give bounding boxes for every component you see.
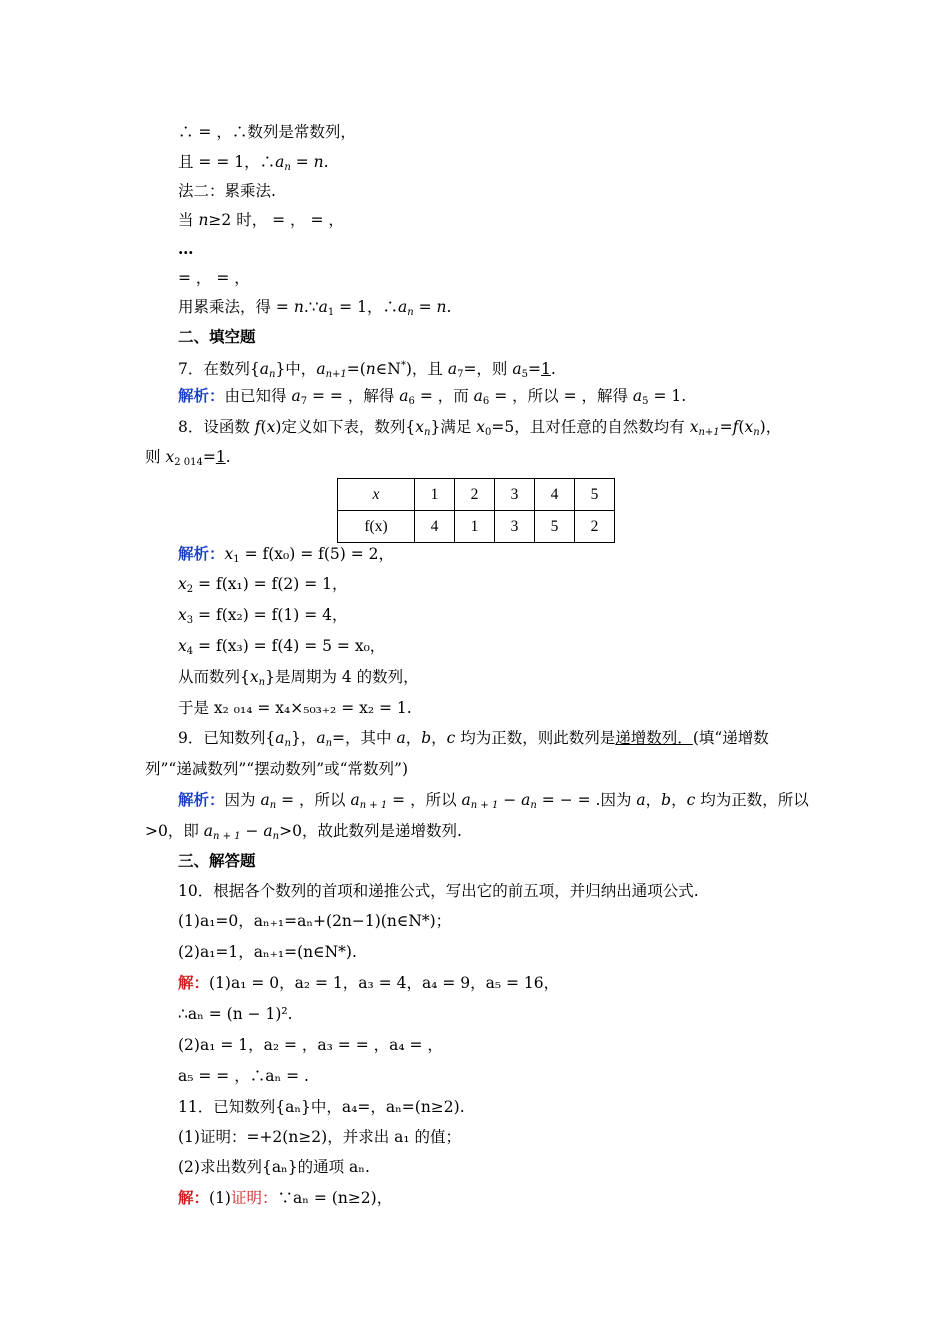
question-11-part-1: (1)证明：=+2(n≥2)，并求出 a₁ 的值； [178,1128,462,1146]
question-8-cont: 则 $x_{2 014}=1$. [145,448,231,468]
solution-8-line-1: 解析：$x_1 = f(x_0) = f(5) = 2$， [178,544,395,565]
solution-10-line-4: a₅ = = ，∴aₙ = . [178,1067,309,1085]
proof-label: 证明： [230,1189,278,1207]
solution-label: 解： [178,1188,210,1207]
text-line-1: ∴ = ，∴数列是常数列， [178,123,356,141]
question-11-part-2: (2)求出数列{aₙ}的通项 aₙ. [178,1158,370,1176]
table-cell: 1 [415,479,455,511]
solution-8-line-3: $x_3 = f(x_2) = f(1) = 4$， [178,606,348,626]
table-cell: 5 [535,511,575,543]
text-line-2: 且 = = 1，$\therefore a_n = n$. [178,153,329,173]
table-cell: 3 [495,479,535,511]
table-cell: 2 [575,511,615,543]
question-10-part-2: (2)a₁=1，aₙ₊₁=(n∈N*). [178,943,357,961]
section-heading-answer: 三、解答题 [178,851,256,870]
solution-10-line-2: ∴aₙ = (n − 1)². [178,1005,293,1023]
question-7: 7．在数列$\{a_n\}$中，$a_{n+1}=(n\in N^*)$，且 $a_7=$，则 $a_5=1$. [178,360,556,380]
table-cell: 2 [455,479,495,511]
solution-label: 解析： [178,544,225,563]
table-cell: 1 [455,511,495,543]
solution-8-line-6: 于是 x₂ ₀₁₄ = x₄×₅₀₃₊₂ = x₂ = 1. [178,699,412,717]
text-line-3: 法二：累乘法. [178,182,276,200]
solution-label: 解： [178,973,210,992]
function-table [337,478,615,543]
solution-9-line-2: >0，即 $a_{n + 1} - a_n>0$，故此数列是递增数列. [145,822,462,842]
table-row [338,479,615,511]
solution-10-line-1: 解：(1)a₁ = 0，a₂ = 1，a₃ = 4，a₄ = 9，a₅ = 16， [178,973,560,992]
question-9: 9．已知数列$\{a_n\}$，$a_n=$，其中 a，b，c 均为正数，则此数列是递增数列．(填“递增数 [178,729,769,749]
text-line-6: = ， = ， [178,269,250,287]
solution-10-line-3: (2)a₁ = 1，a₂ = ，a₃ = = ，a₄ = ， [178,1036,443,1054]
question-8: 8．设函数 f(x)定义如下表，数列$\{x_n\}$满足 $x_0=5$，且对任意的自然数均有 $x_{n+1}=f(x_n)$， [178,418,782,438]
text-line-7: 用累乘法，得 = $n.\because a_1 = 1$，$\therefore a_n = n$. [178,298,452,318]
table-row [338,511,615,543]
solution-11-line-1: 解：(1)证明：∵aₙ = (n≥2)， [178,1188,393,1207]
table-cell: 4 [535,479,575,511]
question-10: 10．根据各个数列的首项和递推公式，写出它的前五项，并归纳出通项公式. [178,882,699,900]
table-cell: 3 [495,511,535,543]
answer-blank: 1 [540,360,551,378]
solution-7: 解析：由已知得 $a_7$ = = ，解得 $a_6$ = ，而 $a_6$ = ，所以 = ，解得 $a_5 = 1$. [178,386,687,407]
section-heading-fill-blank: 二、填空题 [178,327,256,346]
question-11: 11．已知数列{aₙ}中，a₄=，aₙ=(n≥2). [178,1098,465,1116]
solution-9-line-1: 解析：因为 $a_n$ = ，所以 $a_{n + 1}$ = ，所以 $a_{n + 1} - a_n$ = − = .因为 a，b，c 均为正数，所以 [178,790,809,811]
solution-label: 解析： [178,790,225,809]
answer-blank: 1 [215,448,226,466]
solution-8-line-5: 从而数列$\{x_n\}$是周期为 4 的数列， [178,668,419,688]
text-line-ellipsis: … [178,239,194,258]
solution-8-line-4: $x_4 = f(x_3) = f(4) = 5 = x_0$， [178,637,386,657]
question-10-part-1: (1)a₁=0，aₙ₊₁=aₙ+(2n−1)(n∈N*)； [178,912,452,930]
solution-8-line-2: $x_2 = f(x_1) = f(2) = 1$， [178,575,348,595]
question-9-cont: 列”“递减数列”“摆动数列”或“常数列”) [145,760,409,778]
text-line-4: 当 n≥2 时， = ， = ， [178,211,344,229]
answer-blank: 递增数列． [615,729,693,747]
table-cell: 4 [415,511,455,543]
solution-label: 解析： [178,386,225,405]
table-header-cell: f(x) [338,511,415,543]
table-header-cell: x [338,479,415,511]
table-cell: 5 [575,479,615,511]
